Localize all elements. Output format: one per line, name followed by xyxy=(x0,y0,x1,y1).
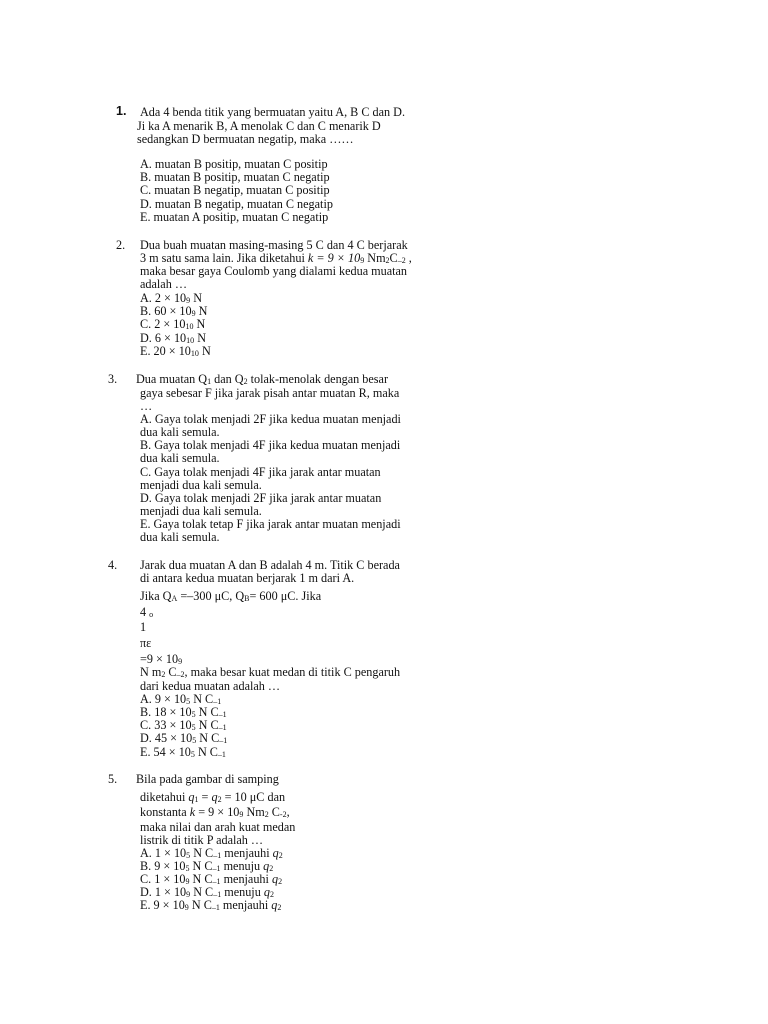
option-b: B. Gaya tolak menjadi 4F jika kedua muatan menjadi xyxy=(140,438,401,452)
question-stem-line: =9 × 109 xyxy=(140,652,183,666)
question-stem-line: di antara kedua muatan berjarak 1 m dari A. xyxy=(140,571,355,585)
fraction-denominator: 4 o xyxy=(140,605,154,619)
question-stem-line: gaya sebesar F jika jarak pisah antar muatan R, maka xyxy=(140,386,400,400)
question-number: 3. xyxy=(108,372,118,386)
question-number: 4. xyxy=(108,558,118,572)
option-d: D. 6 × 1010 N xyxy=(140,331,207,345)
question-stem-line: Dua buah muatan masing-masing 5 C dan 4 C berjarak xyxy=(140,238,408,252)
option-a: A. Gaya tolak menjadi 2F jika kedua muatan menjadi xyxy=(140,412,401,426)
question-stem-line: adalah … xyxy=(140,277,188,291)
question-stem-line: Ji ka A menarik B, A menolak C dan C menarik D xyxy=(137,119,381,133)
option-a: A. 1 × 105 N C–1 menjauhi q2 xyxy=(140,846,283,860)
option-b-cont: dua kali semula. xyxy=(140,451,220,465)
question-number: 5. xyxy=(108,772,118,786)
option-c: C. Gaya tolak menjadi 4F jika jarak antar muatan xyxy=(140,465,381,479)
option-d: D. Gaya tolak menjadi 2F jika jarak antar muatan xyxy=(140,491,382,505)
option-d: D. 1 × 109 N C–1 menuju q2 xyxy=(140,885,274,899)
question-stem-line: dari kedua muatan adalah … xyxy=(140,679,281,693)
option-b: B. 18 × 105 N C–1 xyxy=(140,705,227,719)
option-b: B. 9 × 105 N C–1 menuju q2 xyxy=(140,859,274,873)
question-stem-line: Jika QA =–300 μC, QB= 600 μC. Jika xyxy=(140,589,322,603)
option-a: A. muatan B positip, muatan C positip xyxy=(140,157,328,171)
option-e: E. Gaya tolak tetap F jika jarak antar muatan menjadi xyxy=(140,517,401,531)
question-stem-line: Bila pada gambar di samping xyxy=(136,772,279,786)
option-c: C. muatan B negatip, muatan C positip xyxy=(140,183,330,197)
option-b: B. 60 × 109 N xyxy=(140,304,208,318)
option-e: E. 54 × 105 N C–1 xyxy=(140,745,226,759)
question-stem-line: … xyxy=(140,399,153,413)
question-number: 2. xyxy=(116,238,126,252)
question-stem-line: Jarak dua muatan A dan B adalah 4 m. Titik C berada xyxy=(140,558,400,572)
question-stem-line: konstanta k = 9 × 109 Nm2 C-2, xyxy=(140,805,290,819)
option-d-cont: menjadi dua kali semula. xyxy=(140,504,262,518)
option-a-cont: dua kali semula. xyxy=(140,425,220,439)
fraction-numerator: 1 xyxy=(140,620,147,634)
option-e: E. 9 × 109 N C–1 menjauhi q2 xyxy=(140,898,282,912)
pi-epsilon: πε xyxy=(140,636,152,650)
question-number: 1. xyxy=(116,104,127,118)
question-stem-line: diketahui q1 = q2 = 10 μC dan xyxy=(140,790,286,804)
option-a: A. 2 × 109 N xyxy=(140,291,203,305)
option-b: B. muatan B positip, muatan C negatip xyxy=(140,170,330,184)
question-stem-line: Ada 4 benda titik yang bermuatan yaitu A, B C dan D. xyxy=(140,105,406,119)
option-c: C. 33 × 105 N C–1 xyxy=(140,718,227,732)
question-stem-line: Dua muatan Q1 dan Q2 tolak-menolak dengan besar xyxy=(136,372,389,386)
question-stem-line: maka besar gaya Coulomb yang dialami kedua muatan xyxy=(140,264,408,278)
option-e: E. 20 × 1010 N xyxy=(140,344,211,358)
option-d: D. 45 × 105 N C–1 xyxy=(140,731,228,745)
option-d: D. muatan B negatip, muatan C negatip xyxy=(140,197,333,211)
option-a: A. 9 × 105 N C–1 xyxy=(140,692,222,706)
option-c: C. 1 × 109 N C–1 menjauhi q2 xyxy=(140,872,283,886)
question-stem-line: N m2 C–2, maka besar kuat medan di titik C pengaruh xyxy=(140,665,401,679)
option-e: E. muatan A positip, muatan C negatip xyxy=(140,210,329,224)
option-c-cont: menjadi dua kali semula. xyxy=(140,478,262,492)
question-stem-line: sedangkan D bermuatan negatip, maka …… xyxy=(137,132,354,146)
option-e-cont: dua kali semula. xyxy=(140,530,220,544)
question-stem-line: 3 m satu sama lain. Jika diketahui k = 9 × 109 Nm2C–2 , xyxy=(140,251,412,265)
question-stem-line: maka nilai dan arah kuat medan xyxy=(140,820,296,834)
option-c: C. 2 × 1010 N xyxy=(140,317,206,331)
question-stem-line: listrik di titik P adalah … xyxy=(140,833,264,847)
